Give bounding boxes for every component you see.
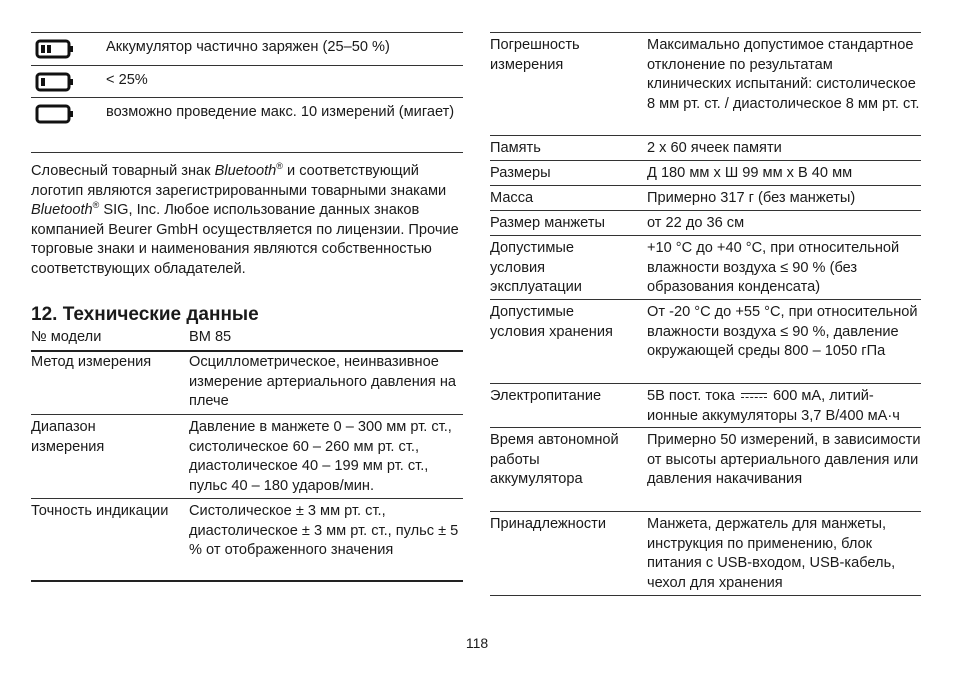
battery-full-icon: [31, 33, 106, 65]
spec-table-left: [31, 328, 463, 582]
spec-value: Осциллометрическое, неинвазивное измерение артериального давления на плече: [189, 354, 457, 410]
spec-value: 2 x 60 ячеек памяти: [647, 140, 782, 156]
spec-value: Манжета, держатель для манжеты, инструкция по применению, блок питания с USB-входом, USB-кабель, чехол для хранения: [647, 516, 896, 591]
spec-value: От -20 °C до +55 °C, при относительной влажности воздуха ≤ 90 %, давление окружающей среды 800 – 1050 гПа: [647, 304, 918, 360]
spec-key: Допустимые условия хранения: [490, 304, 613, 340]
spec-key: Масса: [490, 190, 534, 206]
spec-row: [490, 384, 921, 428]
spec-key: Размеры: [490, 165, 551, 181]
section-heading: 12. Технические данные: [31, 304, 259, 325]
battery-row-text: Аккумулятор частично заряжен (25–50 %): [106, 39, 390, 55]
spec-key: Память: [490, 140, 541, 156]
spec-row: [490, 428, 921, 512]
spec-value: Д 180 мм x Ш 99 мм x В 40 мм: [647, 165, 853, 181]
battery-row-empty: [31, 98, 463, 153]
spec-value: от 22 до 36 см: [647, 215, 745, 231]
spec-table-right: [490, 32, 921, 596]
spec-key: Погрешность измерения: [490, 37, 580, 73]
battery-row-text: < 25%: [106, 72, 148, 88]
spec-key: Метод измерения: [31, 354, 152, 370]
spec-row: [490, 136, 921, 161]
battery-empty-icon: [31, 98, 106, 152]
spec-row: [490, 512, 921, 596]
spec-key: Точность индикации: [31, 503, 169, 519]
spec-value: Систолическое ± 3 мм рт. ст., диастолическое ± 3 мм рт. ст., пульс ± 5 % от отображенного значения: [189, 503, 459, 559]
spec-row: [490, 161, 921, 186]
spec-row: [31, 328, 463, 352]
battery-row-partial: [31, 33, 463, 66]
direct-current-icon: [741, 391, 767, 401]
spec-row: [490, 186, 921, 211]
spec-key: Диапазон измерения: [31, 419, 105, 455]
trademark-paragraph: Словесный товарный знак Bluetooth® и соответствующий логотип являются зарегистрированными товарными знаками Bluetooth® SIG, Inc. Любое использование данных знаков компанией Beurer GmbH осуществляется по лицензии. Прочие торговые знаки и наименования являются собственностью соответствующих обладателей.: [31, 161, 459, 277]
spec-value: Максимально допустимое стандартное отклонение по результатам клинических испытаний: систолическое 8 мм рт. ст. / диастолическое 8 мм рт. ст.: [647, 37, 920, 112]
spec-key: Размер манжеты: [490, 215, 605, 231]
spec-value: Давление в манжете 0 – 300 мм рт. ст., систолическое 60 – 260 мм рт. ст., диастолическое 40 – 199 мм рт. ст., пульс 40 – 180 ударов/мин.: [189, 419, 452, 494]
battery-low-icon: [31, 66, 106, 97]
spec-value: 5В пост. тока 600 мА, литий-ионные аккумуляторы 3,7 В/400 мА·ч: [647, 388, 900, 424]
spec-row: [490, 33, 921, 136]
spec-key: Принадлежности: [490, 516, 606, 532]
spec-value: Примерно 50 измерений, в зависимости от высоты артериального давления или давления накачивания: [647, 432, 921, 488]
spec-row: [490, 236, 921, 300]
spec-row: [490, 300, 921, 384]
spec-row: [31, 415, 463, 499]
spec-key: Время автономной работы аккумулятора: [490, 432, 619, 488]
spec-key: № модели: [31, 329, 102, 345]
spec-key: Допустимые условия эксплуатации: [490, 240, 582, 296]
spec-row: [31, 499, 463, 582]
page-number: 118: [465, 635, 489, 651]
spec-value: BM 85: [189, 329, 232, 345]
battery-row-text: возможно проведение макс. 10 измерений (мигает): [106, 104, 455, 120]
spec-value: Примерно 317 г (без манжеты): [647, 190, 856, 206]
spec-value: +10 °C до +40 °C, при относительной влажности воздуха ≤ 90 % (без образования конденсата): [647, 240, 900, 296]
spec-row: [31, 352, 463, 415]
spec-row: [490, 211, 921, 236]
battery-row-low: [31, 66, 463, 98]
battery-status-table: [31, 32, 463, 153]
spec-key: Электропитание: [490, 388, 602, 404]
